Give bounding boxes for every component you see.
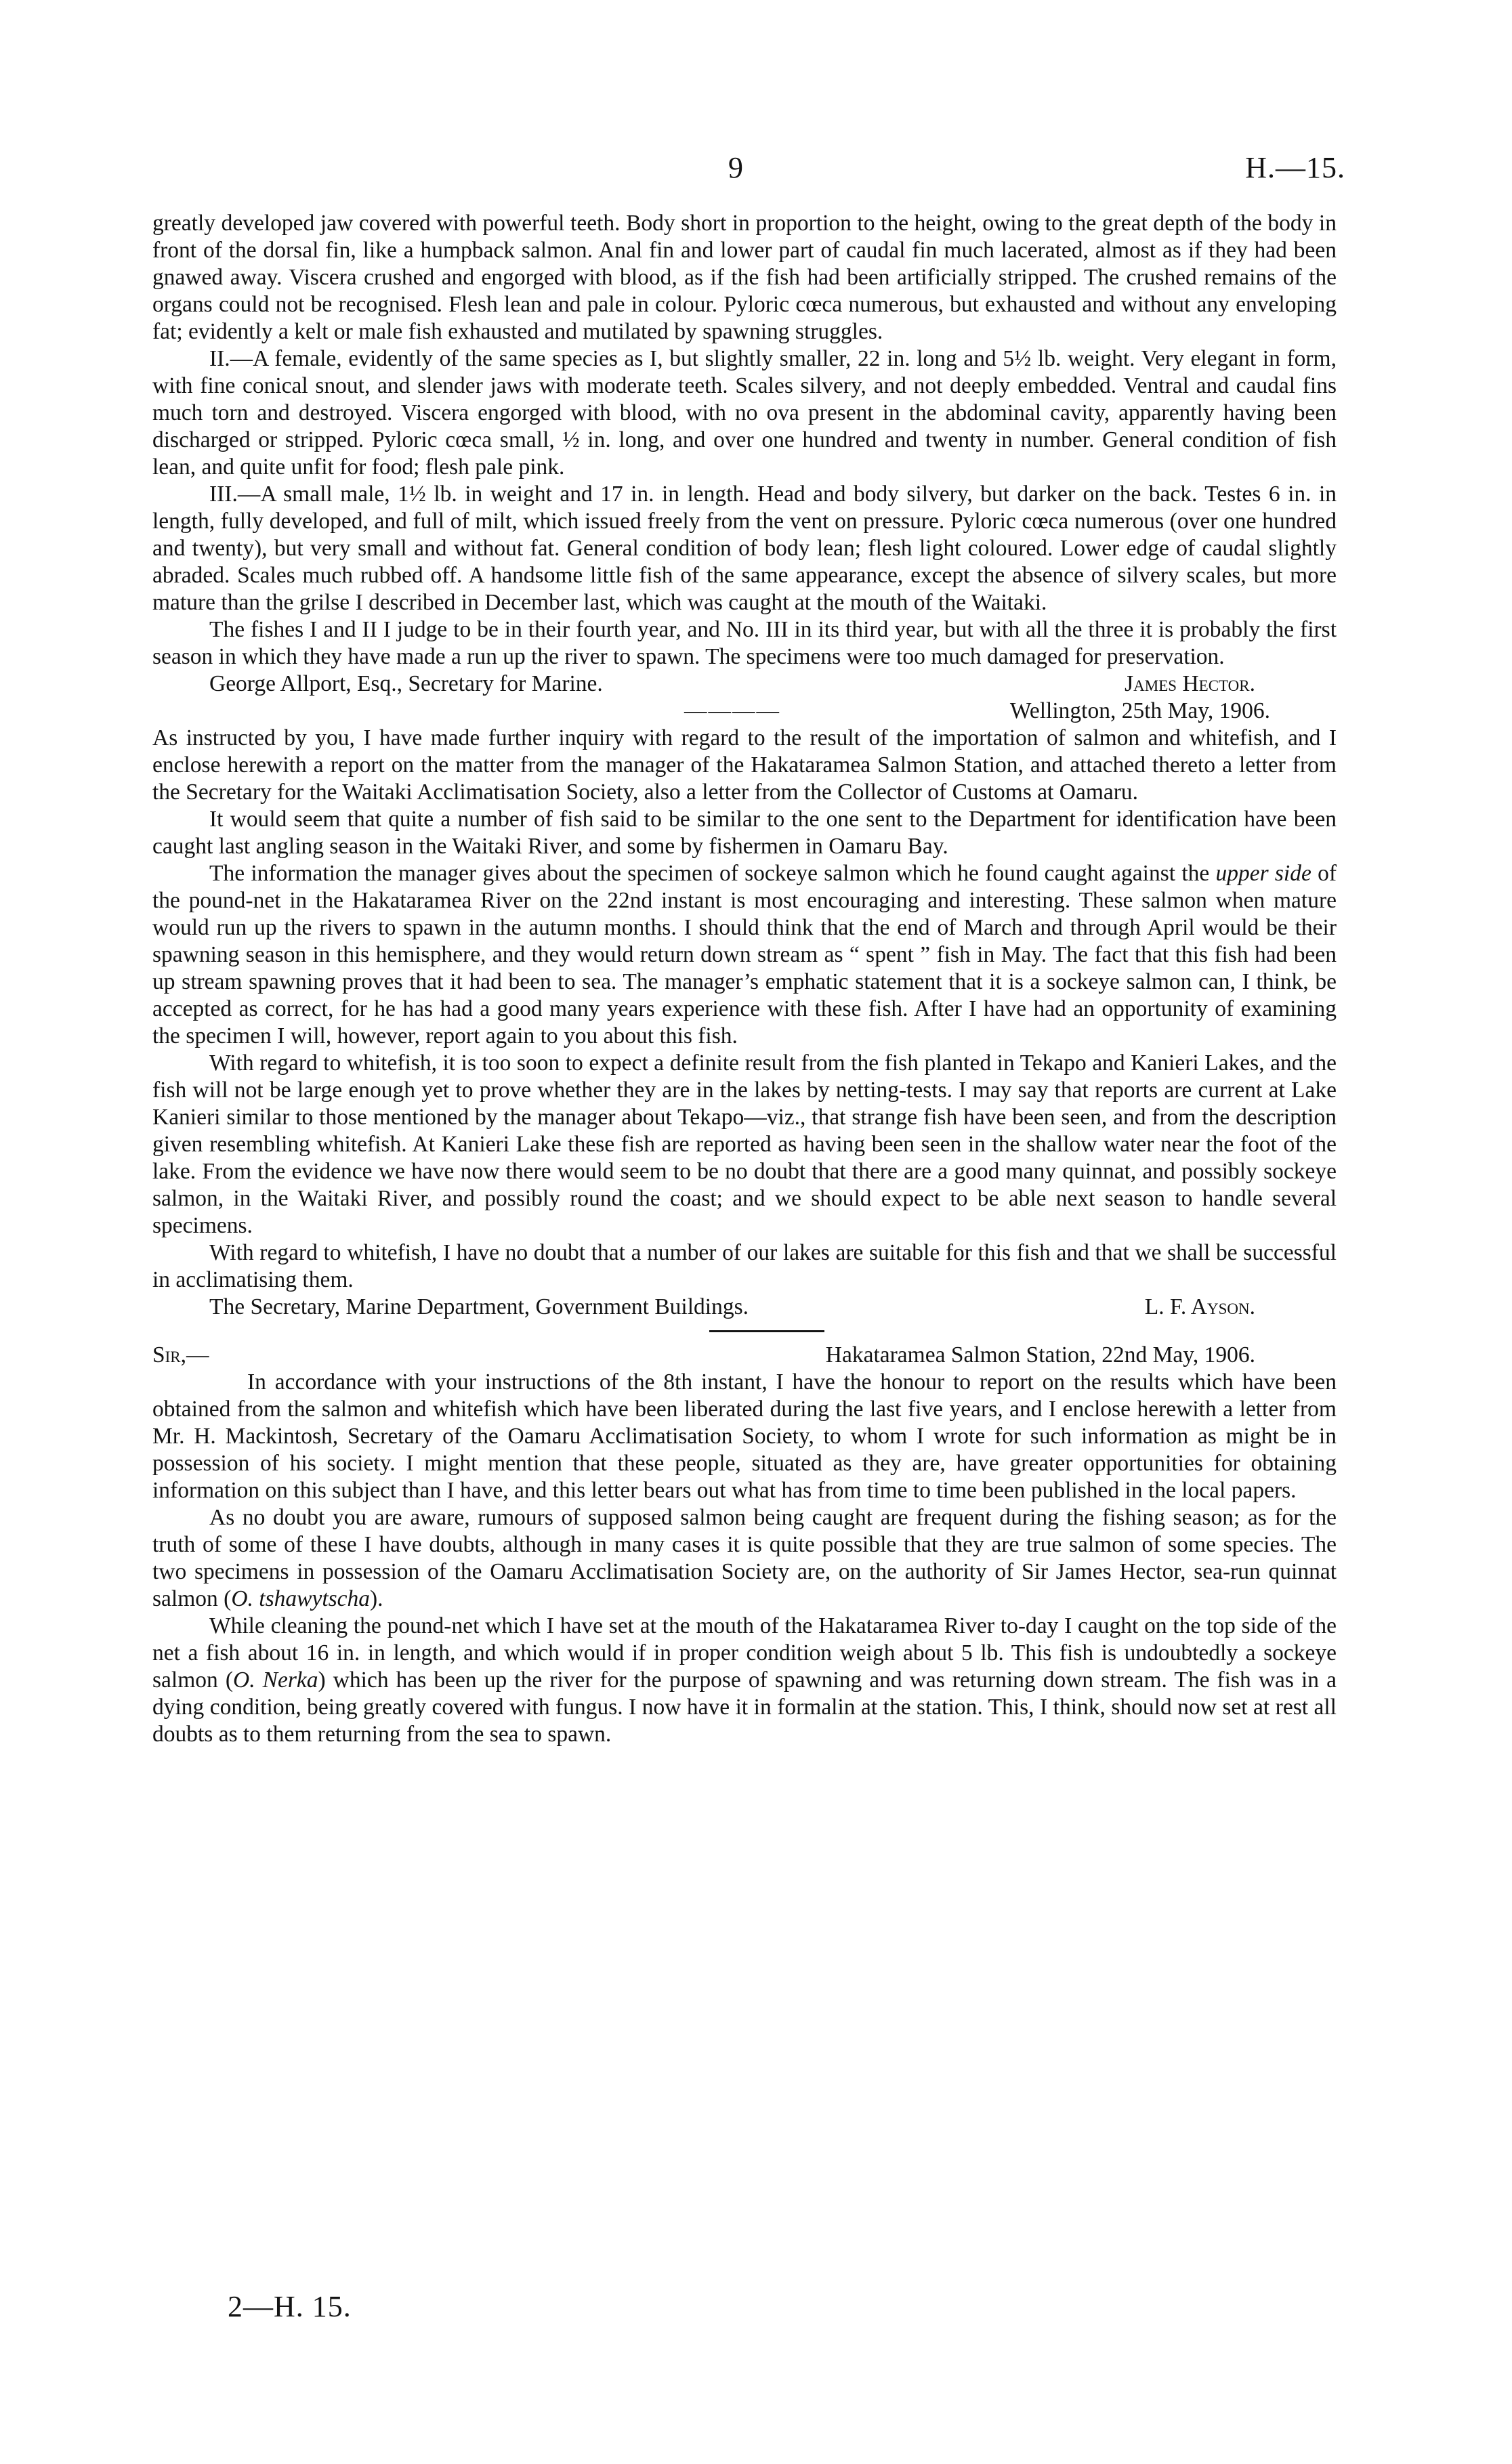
paragraph-specimen-one-continued: greatly developed jaw covered with powerful teeth. Body short in proportion to the height, owing to the great depth of the body in front of the dorsal fin, like a humpback salmon. Anal fin and lower part of caudal fin much lacerated, almost as if they had been gnawed away. Viscera crushed and engorged with blood, as if the fish had been artificially stripped. The crushed remains of the organs could not be recognised. Flesh lean and pale in colour. Pyloric cœca numerous, but exhausted and without any enveloping fat; evidently a kelt or male fish exhausted and mutilated by spawning struggles.: [152, 211, 1337, 344]
letter-two-closing: [152, 1294, 1337, 1321]
paragraph-age-assessment: The fishes I and II I judge to be in their fourth year, and No. III in its third year, but with all the three it is probably the first season in which they have made a run up the river to spawn. The specimens were too much damaged for preservation.: [152, 617, 1337, 669]
paragraph-salmon-rumours: As no doubt you are aware, rumours of supposed salmon being caught are frequent during the fishing season; as for the truth of some of these I have doubts, although in many cases it is quite possible that they are true salmon of some species. The two specimens in possession of the Oamaru Acclimatisation Society are, on the authority of Sir James Hector, sea-run quinnat salmon (O. tshawytscha).: [152, 1505, 1337, 1611]
page-number: 9: [728, 151, 743, 184]
letter-three-dateline: Hakataramea Salmon Station, 22nd May, 1906.: [825, 1342, 1255, 1367]
paragraph-report-intro: In accordance with your instructions of the 8th instant, I have the honour to report on the results which have been obtained from the salmon and whitefish which have been liberated during the last five years, and I enclose herewith a letter from Mr. H. Mackintosh, Secretary of the Oamaru Acclimatisation Society, to whom I wrote for such information as might be in possession of his society. I might mention that these people, situated as they are, have greater opportunities for obtaining information on this subject than I have, and this letter bears out what has from time to time been published in the local papers.: [152, 1369, 1337, 1503]
letter-three-heading: [152, 1342, 1337, 1369]
letter-one-signature: James Hector.: [1125, 671, 1255, 696]
paragraph-similar-fish: It would seem that quite a number of fish said to be similar to the one sent to the Department for identification have been caught last angling season in the Waitaki River, and some by fishermen in Oamaru Bay.: [152, 807, 1337, 859]
section-separator-dash: ————: [684, 698, 780, 723]
letter-one-closing: [152, 671, 1337, 698]
paragraph-whitefish-acclimatising: With regard to whitefish, I have no doubt that a number of our lakes are suitable for this fish and that we shall be successful in acclimatising them.: [152, 1240, 1337, 1292]
paragraph-sockeye-caught: While cleaning the pound-net which I have set at the mouth of the Hakataramea River to-day I caught on the top side of the net a fish about 16 in. in length, and which would if in proper condition weigh about 5 lb. This fish is undoubtedly a sockeye salmon (O. Nerka) which has been up the river for the purpose of spawning and was returning down stream. The fish was in a dying condition, being greatly covered with fungus. I now have it in formalin at the station. This, I think, should now set at rest all doubts as to them returning from the sea to spawn.: [152, 1613, 1337, 1747]
paragraph-whitefish-lakes: With regard to whitefish, it is too soon to expect a definite result from the fish planted in Tekapo and Kanieri Lakes, and the fish will not be large enough yet to prove whether they are in the lakes by netting-tests. I may say that reports are current at Lake Kanieri similar to those mentioned by the manager about Tekapo—viz., that strange fish have been seen, and from the description given resembling whitefish. At Kanieri Lake these fish are reported as having been seen in the shallow water near the foot of the lake. From the evidence we have now there would seem to be no doubt that there are a good many quinnat, and possibly sockeye salmon, in the Waitaki River, and possibly round the coast; and we should expect to be able next season to handle several specimens.: [152, 1050, 1337, 1238]
section-divider-rule: [709, 1330, 824, 1332]
paragraph-specimen-three: III.—A small male, 1½ lb. in weight and 17 in. in length. Head and body silvery, but darker on the back. Testes 6 in. in length, fully developed, and full of milt, which issued freely from the vent on pressure. Pyloric cœca numerous (over one hundred and twenty), but very small and without fat. General condition of body lean; flesh light coloured. Lower edge of caudal slightly abraded. Scales much rubbed off. A handsome little fish of the same appearance, except the absence of silvery scales, but more mature than the grilse I described in December last, which was caught at the mouth of the Waitaki.: [152, 482, 1337, 615]
document-reference: H.—15.: [1245, 151, 1345, 184]
paragraph-specimen-two: II.—A female, evidently of the same species as I, but slightly smaller, 22 in. long and 5½ lb. weight. Very elegant in form, with fine conical snout, and slender jaws with moderate teeth. Scales silvery, and not deeply embedded. Ventral and caudal fins much torn and destroyed. Viscera engorged with blood, with no ova present in the abdominal cavity, apparently having been discharged or stripped. Pyloric cœca small, ½ in. long, and over one hundred and twenty in number. General condition of fish lean, and quite unfit for food; flesh pale pink.: [152, 346, 1337, 480]
letter-two-dateline-row: [152, 698, 1337, 725]
signature-mark: 2—H. 15.: [228, 2290, 352, 2323]
paragraph-inquiry-intro: As instructed by you, I have made further inquiry with regard to the result of the importation of salmon and whitefish, and I enclose herewith a report on the matter from the manager of the Hakataramea Salmon Station, and attached thereto a letter from the Secretary for the Waitaki Acclimatisation Society, also a letter from the Collector of Customs at Oamaru.: [152, 725, 1337, 805]
document-body: [152, 210, 1337, 1748]
paragraph-sockeye-information: The information the manager gives about the specimen of sockeye salmon which he found caught against the upper side of the pound-net in the Hakataramea River on the 22nd instant is most encouraging and interesting. These salmon when mature would run up the rivers to spawn in the autumn months. I should think that the end of March and through April would be their spawning season in this hemisphere, and they would return down stream as “ spent ” fish in May. The fact that this fish had been up stream spawning proves that it had been to sea. The manager’s emphatic statement that it is a sockeye salmon can, I think, be accepted as correct, for he has had a good many years experience with these fish. After I have had an opportunity of examining the specimen I will, however, report again to you about this fish.: [152, 861, 1337, 1048]
letter-three-salutation: Sir,—: [152, 1342, 209, 1367]
letter-one-addressee: George Allport, Esq., Secretary for Marine.: [209, 671, 603, 696]
letter-two-signature: L. F. Ayson.: [1144, 1294, 1255, 1319]
letter-two-addressee: The Secretary, Marine Department, Government Buildings.: [209, 1294, 749, 1319]
letter-two-dateline: Wellington, 25th May, 1906.: [1009, 698, 1270, 723]
